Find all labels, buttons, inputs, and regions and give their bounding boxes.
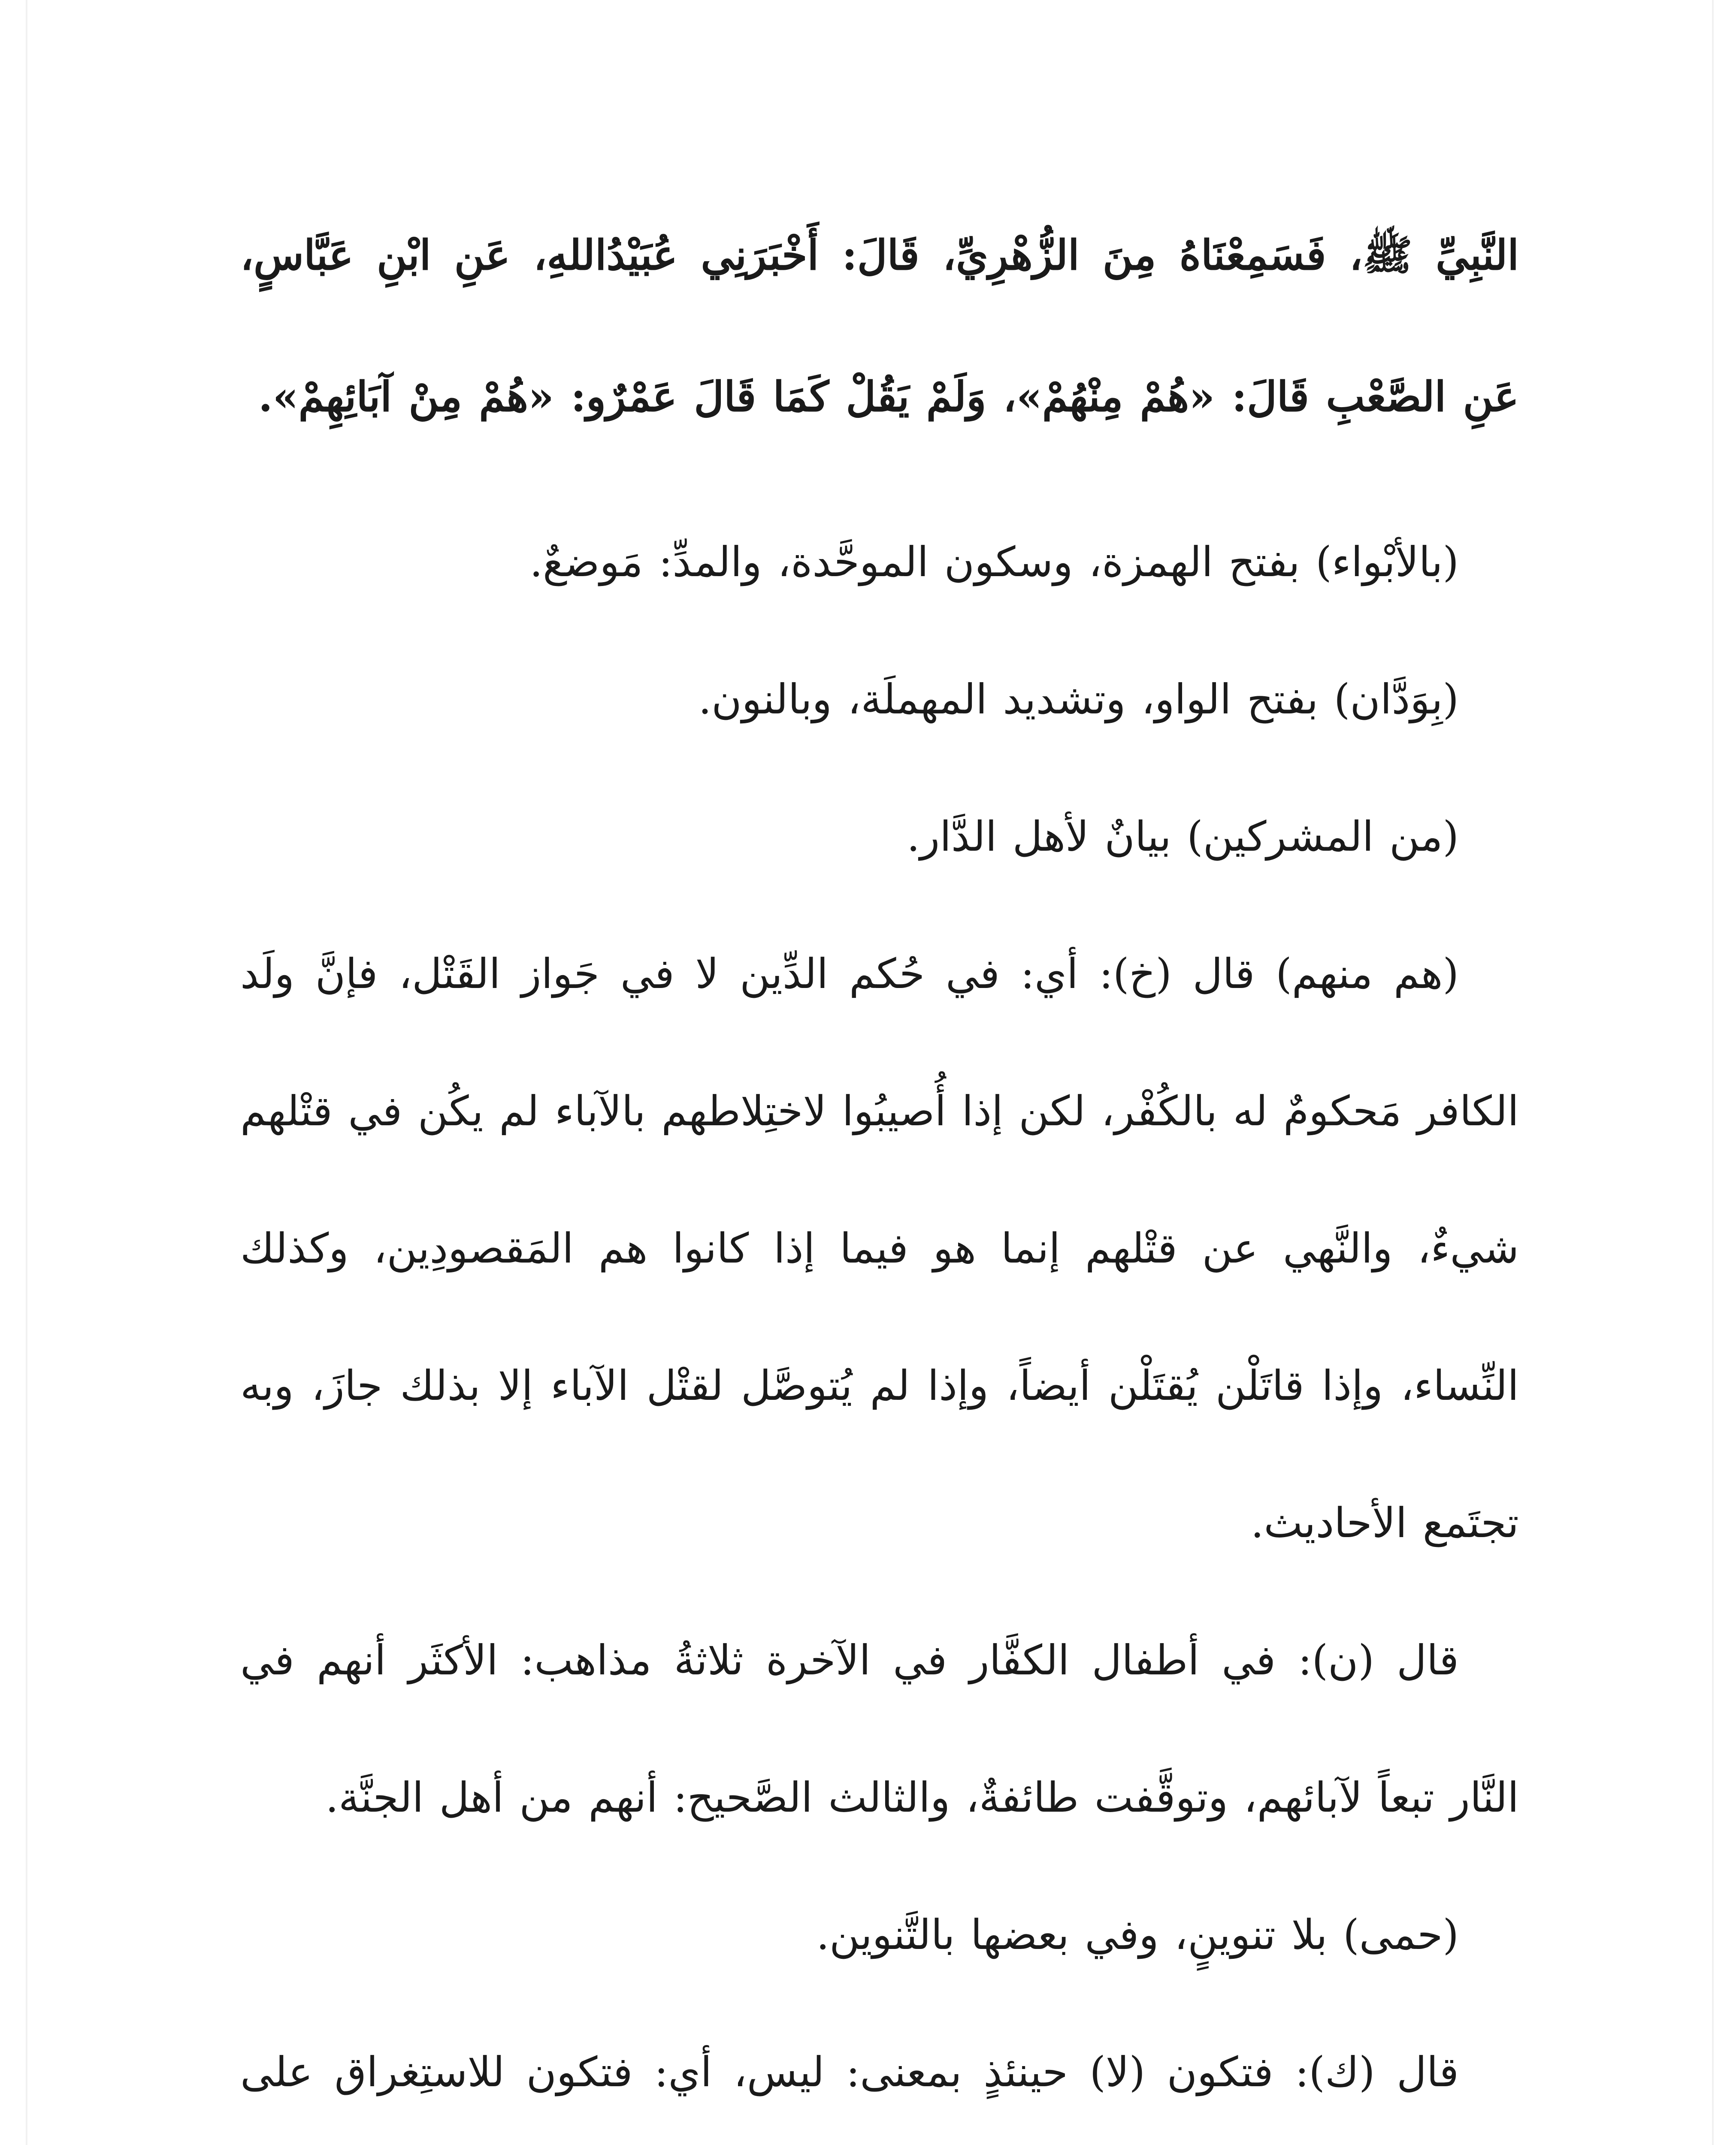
hadith-text: النَّبِيِّ ﷺ، فَسَمِعْنَاهُ مِنَ الزُّهْرِيِّ، قَالَ: أَخْبَرَنِي عُبَيْدُاللهِ، عَنِ ابْنِ عَبَّاسٍ، عَنِ الصَّعْبِ قَالَ: «هُمْ مِنْهُمْ»، وَلَمْ يَقُلْ كَمَا قَالَ عَمْرٌو: «هُمْ مِنْ آبَائِهِمْ». — [240, 231, 1519, 421]
note-hima: (حمى) بلا تنوينٍ، وفي بعضها بالتَّنوين. — [816, 1911, 1459, 1959]
note-abwa: (بالأبْواء) بفتح الهمزة، وسكون الموحَّدة، والمدِّ: مَوضعٌ. — [529, 538, 1459, 586]
page-edge-left — [26, 0, 27, 2145]
note-nawawi: قال (ن): في أطفال الكفَّار في الآخرة ثلاثةُ مذاهب: الأكثَر أنهم في النَّار تبعاً لآبائهم، وتوقَّفت طائفةٌ، والثالث الصَّحيح: أنهم من أهل الجنَّة. — [240, 1636, 1519, 1822]
page-edge-right — [1712, 0, 1714, 2145]
note-waddan: (بِوَدَّان) بفتح الواو، وتشديد المهملَة، وبالنون. — [698, 675, 1459, 723]
note-mushrikin: (من المشركين) بيانٌ لأهل الدَّار. — [907, 813, 1459, 861]
note-kirmani: قال (ك): فتكون (لا) حينئذٍ بمعنى: ليس، أي: فتكون للاستِغراق على — [240, 2048, 1459, 2096]
note-hum-minhum: (هم منهم) قال (خ): أي: في حُكم الدِّين لا في جَواز القَتْل، فإنَّ ولَد الكافر مَحكومٌ له بالكُفْر، لكن إذا أُصيبُوا لاختِلاطهم بالآباء لم يكُن في قتْلهم شيءٌ، والنَّهي عن قتْلهم إنما هو فيما إذا كانوا هم المَقصودِين، وكذلك النِّساء، وإذا قاتَلْن يُقتَلْن أيضاً، وإذا لم يُتوصَّل لقتْل الآباء إلا بذلك جازَ، وبه تجتَمع الأحاديث. — [240, 950, 1519, 1547]
page-body — [240, 184, 1519, 2145]
